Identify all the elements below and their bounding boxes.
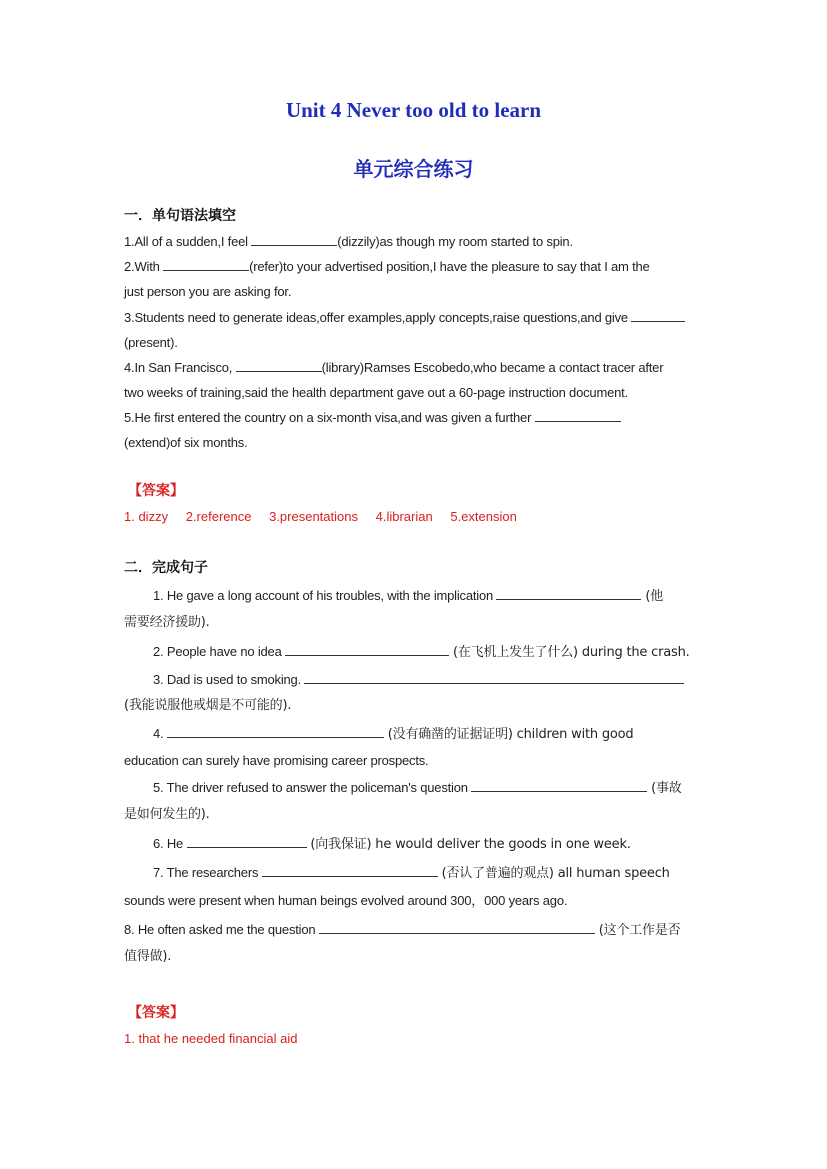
sentence-2: 2. People have no idea (在飞机上发生了什么) during the crash. bbox=[153, 639, 733, 665]
answer-blank[interactable] bbox=[631, 307, 685, 322]
answer-blank[interactable] bbox=[251, 231, 337, 246]
answer-tag: 【答案】 bbox=[128, 483, 184, 499]
answer-blank[interactable] bbox=[535, 407, 621, 422]
answer-blank[interactable] bbox=[471, 777, 647, 792]
sentence-5-cont: 是如何发生的). bbox=[124, 807, 210, 822]
sentence-7: 7. The researchers (否认了普遍的观点) all human speech bbox=[153, 860, 733, 886]
answer-blank[interactable] bbox=[236, 357, 322, 372]
answer-blank[interactable] bbox=[304, 669, 684, 684]
sentence-1-cont: 需要经济援助). bbox=[124, 615, 210, 630]
sentence-8: 8. He often asked me the question (这个工作是否 bbox=[124, 917, 704, 943]
answer-blank[interactable] bbox=[167, 723, 384, 738]
answer-blank[interactable] bbox=[319, 919, 595, 934]
page-subtitle: 单元综合练习 bbox=[353, 157, 474, 181]
answer-list bbox=[124, 509, 531, 524]
page-title: Unit 4 Never too old to learn bbox=[285, 98, 542, 122]
answer-blank[interactable] bbox=[262, 862, 438, 877]
section-1-heading: 一．单句语法填空 bbox=[124, 208, 236, 224]
sentence-4-cont: education can surely have promising career prospects. bbox=[124, 753, 429, 768]
question-2-cont: just person you are asking for. bbox=[124, 284, 292, 299]
sentence-1: 1. He gave a long account of his troubles, with the implication (他 bbox=[153, 583, 733, 609]
question-2: 2.With (refer)to your advertised position,I have the pleasure to say that I am the bbox=[124, 254, 704, 279]
answer-blank[interactable] bbox=[285, 641, 449, 656]
question-5-cont: (extend)of six months. bbox=[124, 435, 248, 450]
sentence-4: 4. (没有确凿的证据证明) children with good bbox=[153, 721, 733, 747]
sentence-7-cont: sounds were present when human beings evolved around 300，000 years ago. bbox=[124, 893, 568, 908]
question-5: 5.He first entered the country on a six-month visa,and was given a further bbox=[124, 405, 704, 430]
answer-1: 1. that he needed financial aid bbox=[124, 1031, 298, 1046]
answer-item: 4.librarian bbox=[375, 509, 433, 524]
section-2-heading: 二．完成句子 bbox=[124, 560, 208, 576]
question-4-cont: two weeks of training,said the health department gave out a 60-page instruction document. bbox=[124, 385, 628, 400]
answer-item: 2.reference bbox=[185, 509, 252, 524]
answer-item: 1. dizzy bbox=[124, 509, 169, 524]
answer-blank[interactable] bbox=[187, 833, 307, 848]
question-3: 3.Students need to generate ideas,offer examples,apply concepts,raise questions,and give bbox=[124, 305, 704, 330]
sentence-3: 3. Dad is used to smoking. bbox=[153, 667, 733, 692]
answer-tag: 【答案】 bbox=[128, 1005, 184, 1021]
answer-item: 5.extension bbox=[450, 509, 517, 524]
answer-item: 3.presentations bbox=[269, 509, 358, 524]
answer-blank[interactable] bbox=[163, 256, 249, 271]
sentence-5: 5. The driver refused to answer the policeman's question (事故 bbox=[153, 775, 733, 801]
question-4: 4.In San Francisco, (library)Ramses Escobedo,who became a contact tracer after bbox=[124, 355, 704, 380]
question-1: 1.All of a sudden,I feel (dizzily)as though my room started to spin. bbox=[124, 229, 704, 254]
question-3-cont: (present). bbox=[124, 335, 178, 350]
sentence-6: 6. He (向我保证) he would deliver the goods in one week. bbox=[153, 831, 733, 857]
sentence-8-cont: 值得做). bbox=[124, 949, 172, 964]
answer-blank[interactable] bbox=[496, 585, 641, 600]
sentence-3-cont: (我能说服他戒烟是不可能的). bbox=[124, 698, 292, 713]
